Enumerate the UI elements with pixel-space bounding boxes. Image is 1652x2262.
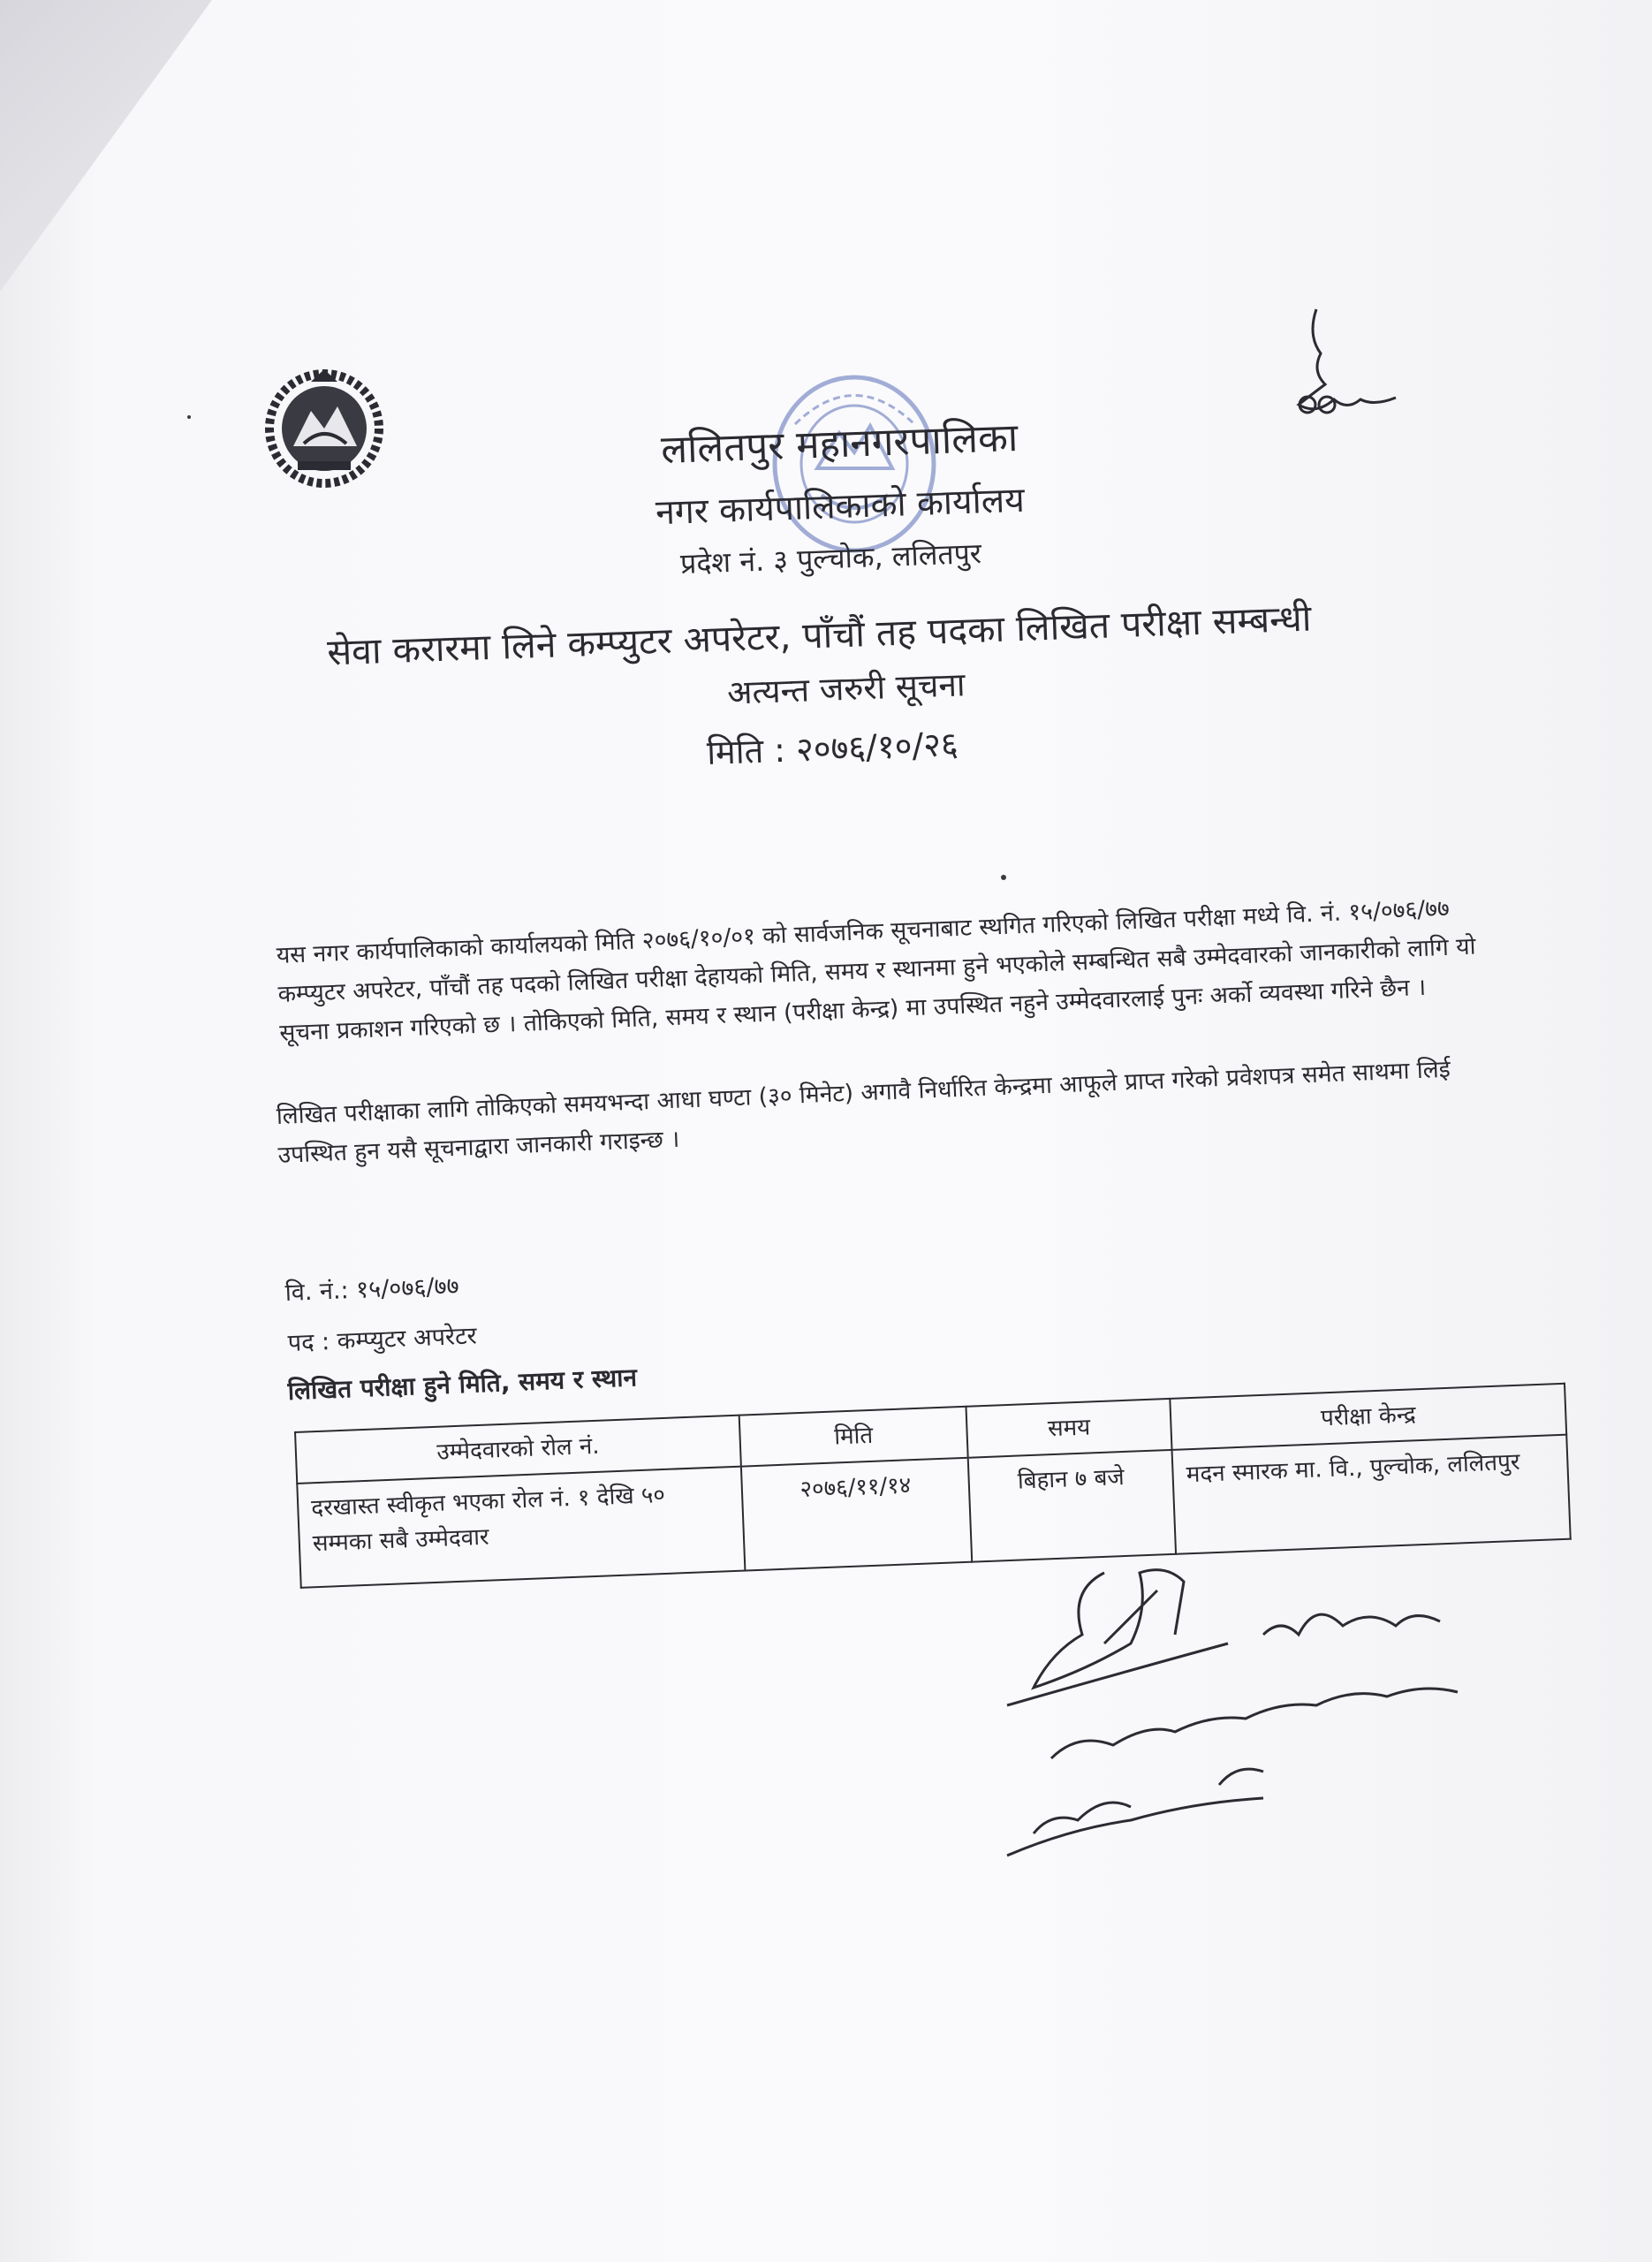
cell-date: २०७६/११/१४ (741, 1458, 972, 1571)
post-name: पद : कम्प्युटर अपरेटर (287, 1322, 478, 1357)
notice-subject: सेवा करारमा लिने कम्प्युटर अपरेटर, पाँचौं तह पदका लिखित परीक्षा सम्बन्धी (326, 596, 1313, 674)
body-paragraph-1: यस नगर कार्यपालिकाको कार्यालयको मिति २०७६/१०/०१ को सार्वजनिक सूचनाबाट स्थगित गरिएको लिखित परीक्षा मध्ये वि. नं. १५/०७६/७७ कम्प्युटर अपरेटर, पाँचौं तह पदको लिखित परीक्षा देहायको मिति, समय र स्थानमा हुने भएकोले सम्बन्धित सबै उम्मेदवारको जानकारीको लागि यो सूचना प्रकाशन गरिएको छ । तोकिएको मिति, समय र स्थान (परीक्षा केन्द्र) मा उपस्थित नहुने उम्मेदवारलाई पुनः अर्को व्यवस्था गरिने छैन । (276, 894, 1476, 1047)
cell-center: मदन स्मारक मा. वि., पुल्चोक, ललितपुर (1172, 1435, 1571, 1554)
table-title: लिखित परीक्षा हुने मिति, समय र स्थान (287, 1363, 638, 1406)
ink-speck (187, 415, 191, 419)
header-roll: उम्मेदवारको रोल नं. (295, 1416, 741, 1484)
advertisement-number: वि. नं.: १५/०७६/७७ (284, 1272, 460, 1307)
emblem-logo (258, 362, 390, 495)
notice-title: अत्यन्त जरुरी सूचना (726, 665, 966, 712)
handwritten-signature (998, 1537, 1493, 1891)
org-name: ललितपुर महानगरपालिका (660, 414, 1019, 474)
ink-speck (1001, 875, 1006, 880)
office-address: प्रदेश नं. ३ पुल्चोक, ललितपुर (679, 536, 982, 581)
folded-corner (0, 0, 212, 292)
body-paragraph-2: लिखित परीक्षाका लागि तोकिएको समयभन्दा आधा घण्टा (३० मिनेट) अगावै निर्धारित केन्द्रमा आफूले प्राप्त गरेको प्रवेशपत्र समेत साथमा लिई उपस्थित हुन यसै सूचनाद्वारा जानकारी गराइन्छ । (276, 1055, 1451, 1169)
cell-roll: दरखास्त स्वीकृत भएका रोल नं. १ देखि ५० सम्मका सबै उम्मेदवार (297, 1467, 745, 1588)
notice-date: मिति : २०७६/१०/२६ (706, 725, 959, 772)
office-name: नगर कार्यपालिकाको कार्यालय (655, 480, 1026, 534)
header-time: समय (966, 1399, 1171, 1458)
header-center: परीक्षा केन्द्र (1171, 1384, 1567, 1450)
cell-time: बिहान ७ बजे (968, 1450, 1177, 1562)
header-date: मिति (739, 1407, 968, 1467)
initials-signature (1272, 300, 1405, 424)
